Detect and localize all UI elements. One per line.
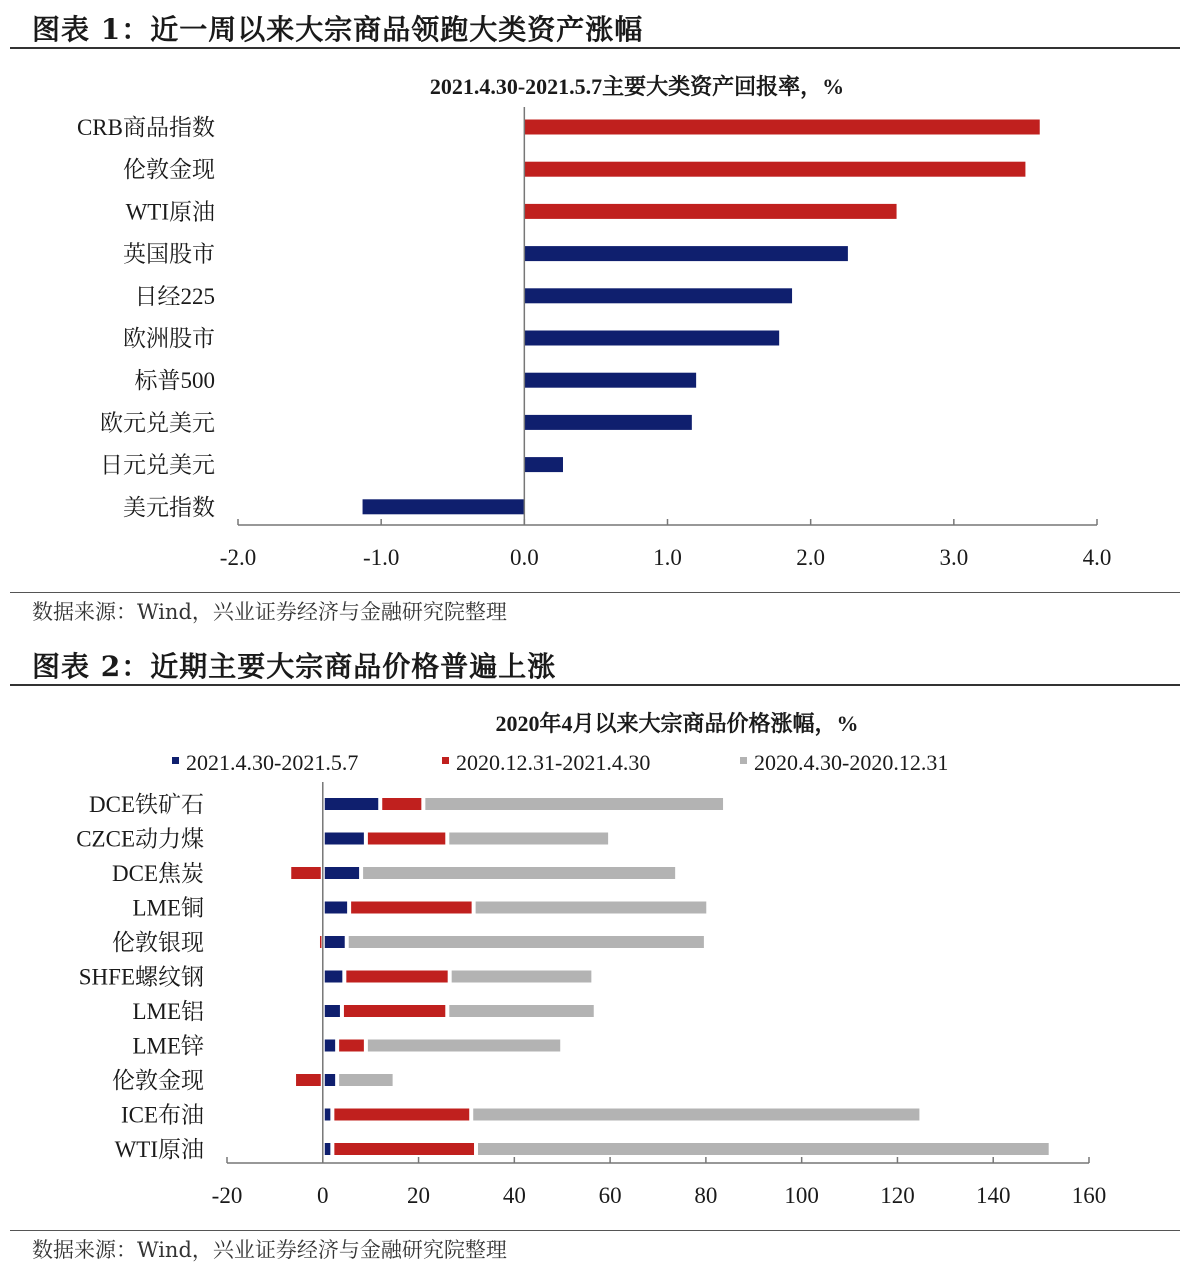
chart2-category-label: WTI原油: [114, 1137, 204, 1162]
chart2-bar-segment: [473, 1109, 919, 1121]
chart2-category-label: DCE焦炭: [112, 861, 204, 886]
chart2-bar-segment: [382, 798, 421, 810]
chart2-category-label: LME铜: [132, 895, 204, 921]
chart2-bar-segment: [368, 1040, 560, 1052]
chart2-x-tick-label: 120: [880, 1183, 915, 1208]
chart1-x-tick-label: 2.0: [796, 545, 826, 570]
chart1-category-label: 日经225: [134, 283, 215, 309]
chart2-category-label: 伦敦金现: [112, 1068, 204, 1093]
chart2-title: 2020年4月以来大宗商品价格涨幅，%: [495, 711, 859, 736]
chart2: [0, 687, 1184, 1225]
chart2-x-tick-label: 60: [598, 1183, 622, 1208]
chart2-bar-segment: [334, 1109, 469, 1121]
chart2-bar-segment: [339, 1040, 364, 1052]
chart1-category-label: 标普500: [134, 368, 215, 394]
chart2-bar-segment: [325, 1005, 340, 1017]
chart2-bar-segment: [363, 867, 675, 879]
chart1-bar: [524, 331, 779, 346]
chart2-bar-segment: [349, 936, 704, 948]
chart1-bar: [524, 288, 792, 303]
chart2-bar-segment: [452, 971, 592, 983]
chart2-legend-label: 2020.12.31-2021.4.30: [456, 750, 651, 775]
chart2-legend-swatch: [740, 757, 747, 764]
chart2-category-label: SHFE螺纹钢: [78, 964, 204, 990]
chart2-bar-segment: [325, 867, 359, 879]
chart1-bar: [524, 162, 1025, 177]
chart2-x-tick-label: 80: [694, 1183, 718, 1208]
chart1-x-tick-label: 3.0: [939, 545, 969, 570]
chart1-x-tick-label: 0.0: [509, 545, 539, 570]
chart2-bar-segment: [325, 1040, 335, 1052]
chart1-category-label: WTI原油: [125, 199, 215, 225]
chart2-bar-segment: [325, 1143, 331, 1155]
chart2-legend-swatch: [172, 757, 179, 764]
chart1-x-tick-label: -2.0: [219, 545, 257, 570]
chart2-bar-segment: [320, 936, 322, 948]
chart2-bar-segment: [346, 971, 447, 983]
chart2-category-label: DCE铁矿石: [89, 792, 204, 817]
chart2-bar-segment: [325, 971, 343, 983]
chart1-bar: [524, 204, 896, 219]
chart1-x-tick-label: 1.0: [653, 545, 682, 570]
chart1-x-tick-label: 4.0: [1082, 545, 1112, 570]
chart2-bar-segment: [478, 1143, 1049, 1155]
chart2-legend-swatch: [442, 757, 449, 764]
chart1-category-label: 欧元兑美元: [100, 410, 215, 436]
chart2-category-label: LME铝: [132, 999, 204, 1024]
chart1-category-label: 欧洲股市: [123, 326, 215, 351]
chart2-bar-segment: [296, 1074, 321, 1086]
chart2-bar-segment: [325, 833, 364, 845]
chart2-bar-segment: [291, 867, 321, 879]
chart2-bar-segment: [425, 798, 723, 810]
figure1-source: 数据来源：Wind，兴业证券经济与金融研究院整理: [32, 600, 507, 624]
chart2-bar-segment: [325, 1074, 335, 1086]
chart2-x-tick-label: 160: [1071, 1183, 1107, 1208]
chart2-x-tick-label: 140: [975, 1183, 1011, 1208]
chart2-category-label: 伦敦银现: [112, 930, 204, 955]
figure2-source: 数据来源：Wind，兴业证券经济与金融研究院整理: [32, 1238, 507, 1262]
figure1-heading: 图表 1：近一周以来大宗商品领跑大类资产涨幅: [32, 13, 644, 46]
figure1-top-rule: [10, 47, 1180, 49]
chart1-category-label: 英国股市: [123, 241, 215, 267]
figure2-top-rule: [10, 684, 1180, 686]
chart2-bar-segment: [344, 1005, 445, 1017]
chart2-bar-segment: [325, 936, 345, 948]
chart1-category-label: CRB商品指数: [76, 115, 215, 140]
chart2-x-tick-label: 40: [502, 1183, 526, 1208]
chart2-bar-segment: [339, 1074, 392, 1086]
chart2-x-tick-label: 100: [784, 1183, 819, 1208]
chart2-category-label: LME锌: [132, 1033, 204, 1059]
chart2-legend-label: 2021.4.30-2021.5.7: [186, 750, 359, 775]
chart2-bar-segment: [325, 798, 378, 810]
chart2-bar-segment: [449, 1005, 593, 1017]
chart1-bar: [524, 120, 1039, 135]
chart1-title: 2021.4.30-2021.5.7主要大类资产回报率，%: [429, 74, 845, 99]
figure2-bottom-rule: [10, 1230, 1180, 1231]
chart2-x-tick-label: 0: [317, 1183, 329, 1208]
chart2-category-label: CZCE动力煤: [76, 826, 204, 852]
chart2-bar-segment: [476, 902, 707, 914]
chart1-category-label: 日元兑美元: [100, 452, 215, 478]
chart2-legend-label: 2020.4.30-2020.12.31: [754, 750, 949, 775]
chart2-category-label: ICE布油: [120, 1102, 204, 1128]
chart2-bar-segment: [325, 1109, 331, 1121]
chart1-bar: [363, 499, 525, 514]
chart1-bar: [524, 415, 692, 430]
chart2-bar-segment: [368, 833, 445, 845]
chart1-bar: [524, 373, 696, 388]
figure2-heading: 图表 2：近期主要大宗商品价格普遍上涨: [32, 650, 557, 683]
chart2-bar-segment: [325, 902, 347, 914]
chart2-bar-segment: [351, 902, 472, 914]
chart1-bar: [524, 457, 563, 472]
chart2-x-tick-label: -20: [211, 1183, 243, 1208]
chart1: [0, 50, 1184, 590]
chart1-x-tick-label: -1.0: [362, 545, 400, 570]
chart1-category-label: 伦敦金现: [123, 157, 215, 183]
chart1-bar: [524, 246, 848, 261]
chart2-bar-segment: [334, 1143, 474, 1155]
figure1-bottom-rule: [10, 592, 1180, 593]
chart2-x-tick-label: 20: [407, 1183, 431, 1208]
chart1-category-label: 美元指数: [123, 494, 215, 520]
chart2-bar-segment: [449, 833, 608, 845]
